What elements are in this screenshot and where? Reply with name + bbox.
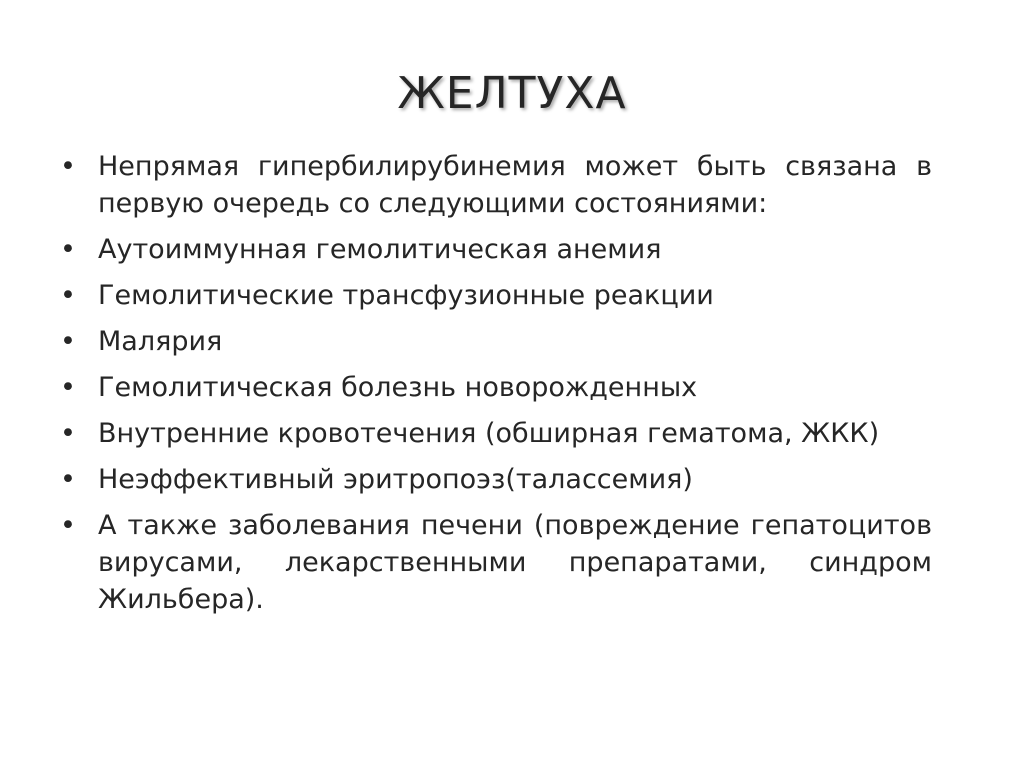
slide-title: ЖЕЛТУХА bbox=[397, 68, 627, 119]
list-item bbox=[60, 507, 932, 618]
list-item bbox=[60, 369, 932, 406]
list-item bbox=[60, 148, 932, 222]
list-item-text: Неэффективный эритропоэз(талассемия) bbox=[98, 464, 693, 495]
list-item-text: Внутренние кровотечения (обширная гематома, ЖКК) bbox=[98, 418, 880, 449]
list-item bbox=[60, 323, 932, 360]
list-item bbox=[60, 415, 932, 452]
list-item-text: Непрямая гипербилирубинемия может быть связана в первую очередь со следующими состояниями: bbox=[98, 151, 932, 219]
list-item-text: Аутоиммунная гемолитическая анемия bbox=[98, 234, 662, 265]
list-item bbox=[60, 461, 932, 498]
list-item bbox=[60, 277, 932, 314]
bullet-icon: • bbox=[60, 326, 76, 357]
bullet-list bbox=[60, 148, 932, 627]
list-item-text: Гемолитическая болезнь новорожденных bbox=[98, 372, 698, 403]
bullet-icon: • bbox=[60, 418, 76, 449]
bullet-icon: • bbox=[60, 280, 76, 311]
list-item-text: А также заболевания печени (повреждение гепатоцитов вирусами, лекарственными препаратами, синдром Жильбера). bbox=[98, 510, 932, 615]
list-item bbox=[60, 231, 932, 268]
bullet-icon: • bbox=[60, 234, 76, 265]
bullet-icon: • bbox=[60, 372, 76, 403]
list-item-text: Малярия bbox=[98, 326, 223, 357]
bullet-icon: • bbox=[60, 151, 76, 182]
list-item-text: Гемолитические трансфузионные реакции bbox=[98, 280, 714, 311]
bullet-icon: • bbox=[60, 464, 76, 495]
bullet-icon: • bbox=[60, 510, 76, 541]
